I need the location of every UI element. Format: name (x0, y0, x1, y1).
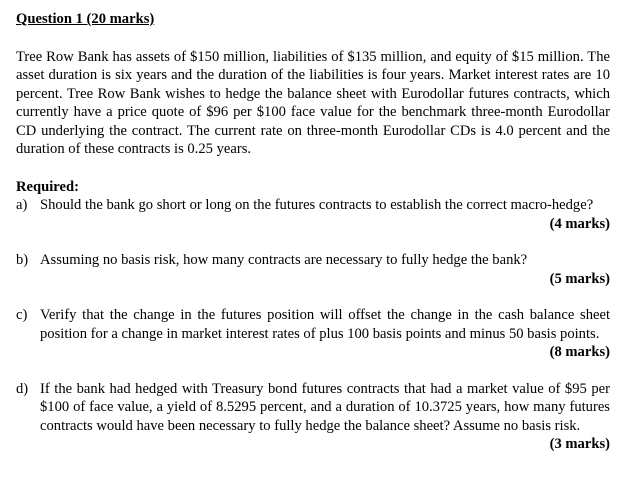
part-d-text: If the bank had hedged with Treasury bond futures contracts that had a market value of $95 per $100 of face value, a yield of 8.5295 percent, and a duration of 10.3725 years, how many futures contracts would have been necessary to fully hedge the balance sheet? Assume no basis risk. (40, 380, 610, 434)
question-part-d (16, 380, 610, 454)
part-a-letter: a) (16, 197, 28, 213)
question-part-b (16, 251, 610, 288)
part-a-marks: (4 marks) (549, 215, 610, 232)
part-d-letter: d) (16, 380, 29, 397)
part-b-marks: (5 marks) (549, 270, 610, 287)
required-heading: Required: (16, 178, 79, 195)
part-c-marks: (8 marks) (549, 344, 610, 360)
part-b-letter: b) (16, 252, 29, 268)
question-title: Question 1 (20 marks) (16, 11, 155, 27)
part-b-text: Assuming no basis risk, how many contracts are necessary to fully hedge the bank? (40, 252, 528, 268)
part-c-text: Verify that the change in the futures position will offset the change in the cash balance sheet position for a change in market interest rates of plus 100 basis points and minus 50 basis points. (40, 307, 610, 342)
part-c-letter: c) (16, 307, 28, 323)
question-part-c (16, 306, 610, 362)
question-intro: Tree Row Bank has assets of $150 million, liabilities of $135 million, and equity of $15 million. The asset duration is six years and the duration of the liabilities is four years. Market interest rates are 10 percent. Tree Row Bank wishes to hedge the balance sheet with Eurodollar futures contracts, which currently have a price quote of $96 per $100 face value for the benchmark three-month Eurodollar CD underlying the contract. The current rate on three-month Eurodollar CDs is 4.0 percent and the duration of these contracts is 0.25 years. (16, 48, 610, 157)
part-a-text: Should the bank go short or long on the futures contracts to establish the correct macro-hedge? (40, 197, 594, 213)
part-d-marks: (3 marks) (549, 436, 610, 452)
question-part-a (16, 196, 610, 233)
question-document (16, 10, 610, 454)
